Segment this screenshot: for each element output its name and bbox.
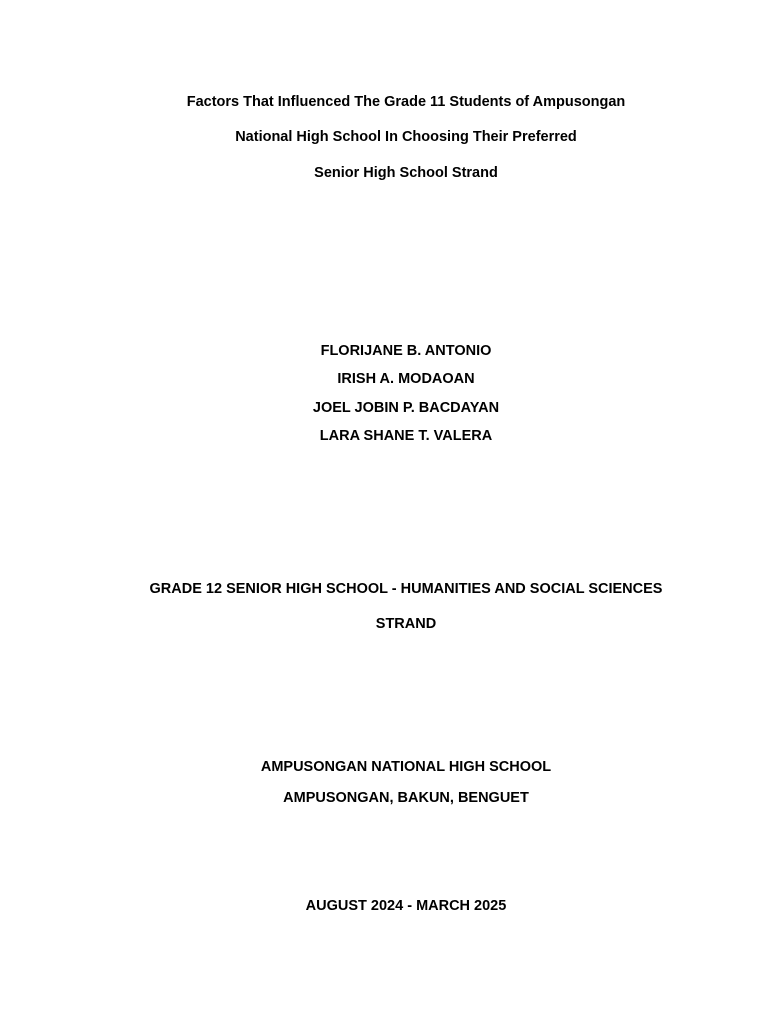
date-range: AUGUST 2024 - MARCH 2025 — [305, 898, 507, 914]
author-name: LARA SHANE T. VALERA — [319, 428, 493, 444]
strand-line-1: GRADE 12 SENIOR HIGH SCHOOL - HUMANITIES AND SOCIAL SCIENCES — [149, 581, 663, 597]
author-name: IRISH A. MODAOAN — [337, 371, 475, 387]
school-name: AMPUSONGAN NATIONAL HIGH SCHOOL — [260, 759, 552, 775]
school-address: AMPUSONGAN, BAKUN, BENGUET — [283, 790, 529, 806]
author-name: JOEL JOBIN P. BACDAYAN — [312, 400, 500, 416]
strand-line-2: STRAND — [375, 616, 437, 632]
title-line-1: Factors That Influenced The Grade 11 Students of Ampusongan — [186, 94, 626, 110]
author-name: FLORIJANE B. ANTONIO — [320, 343, 492, 359]
title-line-2: National High School In Choosing Their Preferred — [235, 129, 577, 145]
title-line-3: Senior High School Strand — [314, 165, 498, 181]
